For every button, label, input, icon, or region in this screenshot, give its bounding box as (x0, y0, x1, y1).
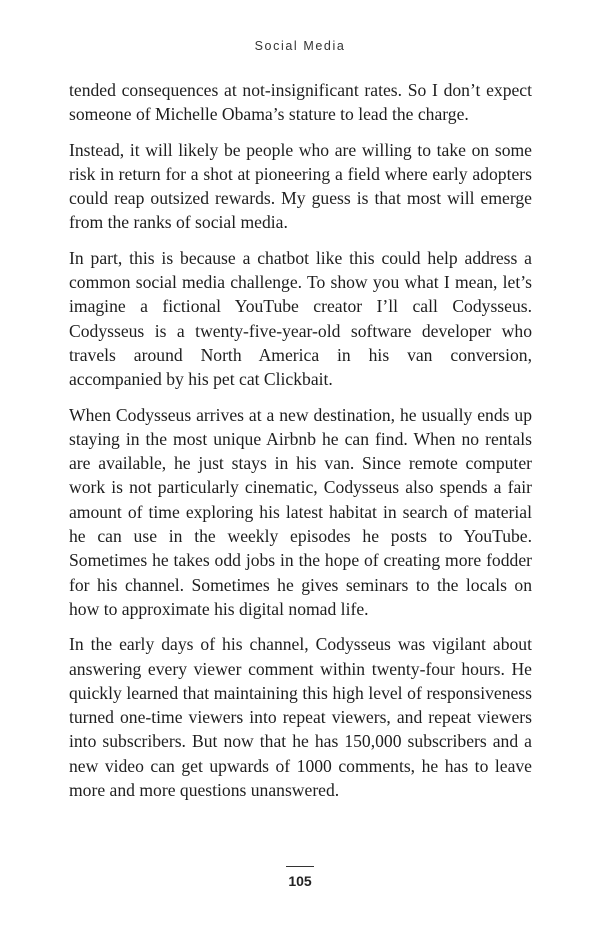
paragraph: In the early days of his channel, Codysseus was vigilant about answering every viewer comment within twenty-four hours. He quickly learned that maintaining this high level of responsiveness turned one-time viewers into repeat viewers, and repeat viewers into subscribers. But now that he has 150,000 subscribers and a new video can get upwards of 1000 comments, he has to leave more and more questions unanswered. (69, 634, 532, 801)
paragraph: In part, this is because a chatbot like this could help address a common social media challenge. To show you what I mean, let’s imagine a fictional YouTube creator I’ll call Codysseus. Codysseus is a twenty-five-year-old software developer who travels around North America in his van conversion, accompanied by his pet cat Clickbait. (69, 247, 532, 390)
body-text (69, 78, 532, 813)
folio-divider (286, 866, 314, 867)
paragraph: When Codysseus arrives at a new destination, he usually ends up staying in the most unique Airbnb he can find. When no rentals are available, he just stays in his van. Since remote computer work is not particularly cinematic, Codysseus also spends a fair amount of time exploring his latest habitat in search of material he can use in the weekly episodes he posts to YouTube. Sometimes he takes odd jobs in the hope of creating more fodder for his channel. Sometimes he gives seminars to the locals on how to approximate his digital nomad life. (69, 404, 532, 619)
paragraph: tended consequences at not-insignificant rates. So I don’t expect someone of Michelle Obama’s stature to lead the charge. (69, 80, 532, 125)
paragraph: Instead, it will likely be people who are willing to take on some risk in return for a shot at pioneering a field where early adopters could reap outsized rewards. My guess is that most will emerge from the ranks of social media. (69, 139, 532, 233)
running-head: Social Media (254, 39, 346, 53)
page-number: 105 (288, 873, 312, 889)
